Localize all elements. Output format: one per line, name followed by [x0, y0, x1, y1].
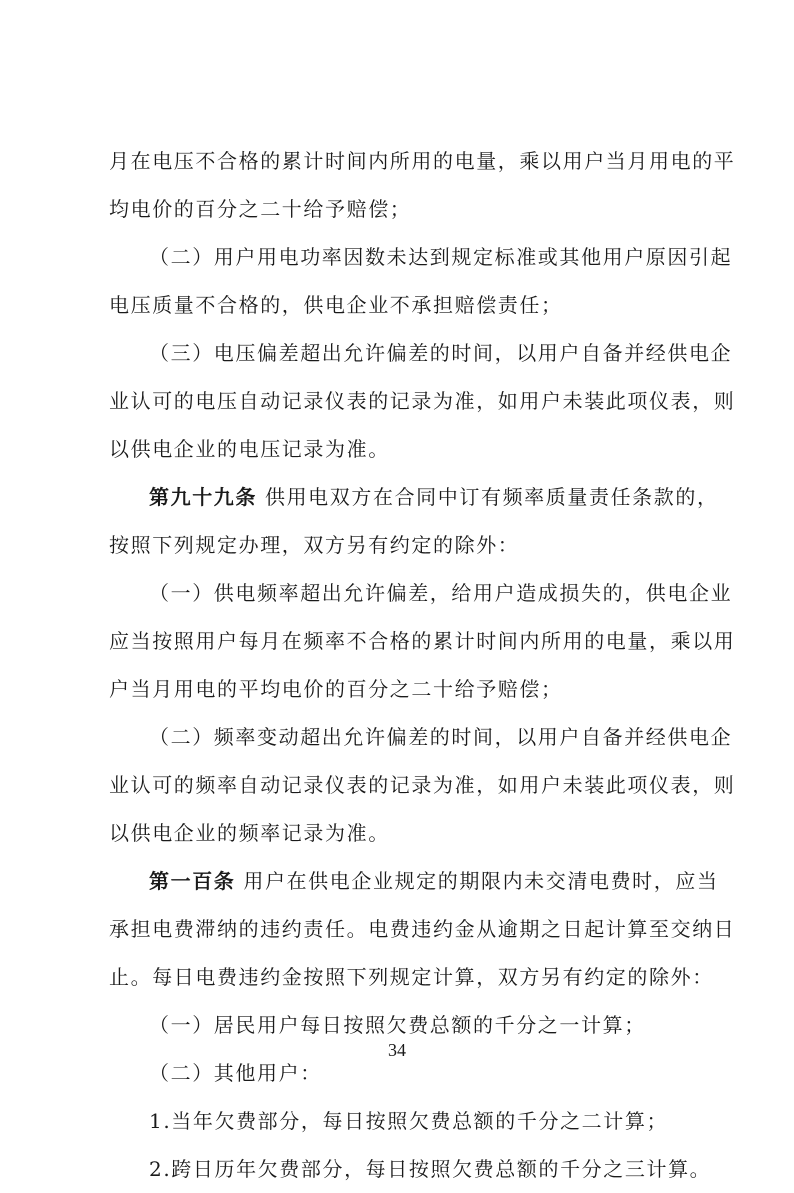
text-line: 均电价的百分之二十给予赔偿； [109, 197, 412, 221]
text-line: （二）其他用户： [149, 1061, 322, 1085]
text-line: 2.跨日历年欠费部分，每日按照欠费总额的千分之三计算。 [149, 1157, 712, 1181]
article-100-line [109, 857, 719, 905]
text-line: 业认可的电压自动记录仪表的记录为准，如用户未装此项仪表，则 [109, 389, 736, 413]
text-line: 按照下列规定办理，双方另有约定的除外： [109, 533, 520, 557]
text-line: 业认可的频率自动记录仪表的记录为准，如用户未装此项仪表，则 [109, 773, 736, 797]
body-text [109, 137, 736, 1193]
text-line: 承担电费滞纳的违约责任。电费违约金从逾期之日起计算至交纳日 [109, 917, 736, 941]
article-heading: 第九十九条 [149, 485, 257, 509]
page-number: 34 [388, 1040, 406, 1060]
text-line: 户当月用电的平均电价的百分之二十给予赔偿； [109, 677, 563, 701]
text-line: 以供电企业的电压记录为准。 [109, 437, 390, 461]
text-line: 1.当年欠费部分，每日按照欠费总额的千分之二计算； [149, 1109, 669, 1133]
text-line: （二）频率变动超出允许偏差的时间，以用户自备并经供电企 [149, 725, 733, 749]
article-text: 用户在供电企业规定的期限内未交清电费时，应当 [243, 869, 719, 893]
article-text: 供用电双方在合同中订有频率质量责任条款的， [264, 485, 719, 509]
text-line: （三）电压偏差超出允许偏差的时间，以用户自备并经供电企 [149, 341, 733, 365]
text-line: （一）供电频率超出允许偏差，给用户造成损失的，供电企业 [149, 581, 733, 605]
text-line: （二）用户用电功率因数未达到规定标准或其他用户原因引起 [149, 245, 733, 269]
text-line: 以供电企业的频率记录为准。 [109, 821, 390, 845]
article-99-line [109, 473, 719, 521]
article-heading: 第一百条 [149, 869, 236, 893]
text-line: 电压质量不合格的，供电企业不承担赔偿责任； [109, 293, 563, 317]
text-line: （一）居民用户每日按照欠费总额的千分之一计算； [149, 1013, 646, 1037]
text-line: 应当按照用户每月在频率不合格的累计时间内所用的电量，乘以用 [109, 629, 736, 653]
text-line: 月在电压不合格的累计时间内所用的电量，乘以用户当月用电的平 [109, 149, 736, 173]
text-line: 止。每日电费违约金按照下列规定计算，双方另有约定的除外： [109, 965, 714, 989]
